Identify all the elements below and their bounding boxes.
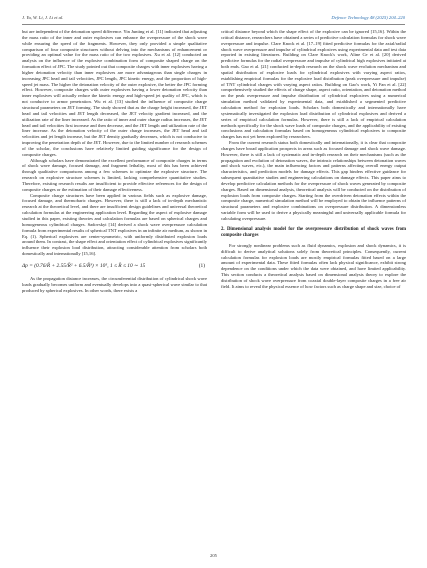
page-number: 205 (210, 553, 217, 558)
paragraph: From the current research status both domestically and internationally, it is clear that composite charges have broad application prospects in areas such as focused damage and shock wave damage. However, there is still a lack of systematic and in-depth research on their mechanisms (such as the propagation and evolution of detonation waves, the intrinsic relationships between detonation waves and shock waves, etc.), the main influencing factors and patterns affecting overall energy output characteristics, and prediction models for damage effects. This gap hinders effective guidance for subsequent quantitative studies and engineering calculations on damage effects. This paper aims to develop predictive calculation methods for the overpressure of shock waves generated by composite charges. Based on dimensional analysis, theoretical analysis will be conducted on the distribution of explosion loads from composite charges. Starting from the overdriven detonation effects within the composite charge, numerical simulation method will be employed to obtain the influence patterns of structural parameters and explosive combinations on overpressure distribution. A dimensionless variable form will be used to derive a physically meaningful and universally applicable formula for calculating overpressure. (221, 140, 406, 221)
header-authors: J. Yu, W. Li, J. Li et al. (22, 14, 64, 20)
header-journal: Defence Technology 48 (2025) 204–220 (331, 14, 405, 20)
equation-body: Δp = (0.76/R̄ + 2.55/R̄² + 6.5/R̄³) × 10⁵, 1 ≤ R̄ ≤ 10 ∼ 15 (22, 262, 146, 269)
equation-1 (22, 263, 207, 270)
running-header (22, 11, 405, 23)
paragraph: For strongly nonlinear problems such as fluid dynamics, explosion and shock dynamics, it is difficult to derive analytical solutions solely from theoretical principles. Consequently, current calculation formulas for explosion loads are mostly empirical formulas fitted based on a large amount of experimental data. These fitted formulas often lack physical significance, exhibit strong dependence on the conditions under which the data were obtained, and have limited applicability. This section conducts a theoretical analysis based on dimensional analysis theory to explore the distribution of shock wave overpressure from coaxial double-layer composite charges in a free air field. It aims to reveal the physical essence of how factors such as charge shape and size, choice of (221, 242, 406, 289)
header-rule (22, 24, 405, 25)
paragraph: Although scholars have demonstrated the excellent performance of composite charges in terms of shock wave damage, focused damage, and fragment lethality, most of this has been achieved through qualitative comparisons among a few schemes to optimize the explosive structure. The research on explosive structure schemes is limited, lacking comprehensive quantitative studies. Therefore, existing research results are insufficient to provide effective references for the design of composite charges or the estimation of their damage effectiveness. (22, 157, 207, 192)
equation-number: (1) (198, 262, 205, 269)
left-column (22, 29, 207, 293)
paragraph: As the propagation distance increases, the circumferential distribution of cylindrical shock wave loads gradually becomes uniform and eventually develops into a quasi-spherical wave similar to that produced by spherical explosives. In other words, there exists a (22, 275, 207, 293)
paragraph: but are independent of the detonation speed difference. Yin Junting et al. [11] indicated that adjusting the mass ratio of the inner and outer explosives can enhance the overpressure of the shock wave while ensuring the speed of the fragments. However, they only provided a simple qualitative comparison of four composite structures without delving into the mechanisms of enhancement or providing an optimal value for the mass ratio of the two explosives. Xu et al. [12] conducted an analysis on the influence of the explosive combination form of composite shaped charge on the formation effect of JPC. The study pointed out that composite charges with inner explosives having a higher detonation velocity than inner explosives are more advantageous than single charges in increasing JPC head and tail velocities, JPC length, JPC kinetic energy, and the proportion of high-speed jet mass. The higher the detonation velocity of the outer explosive, the better the JPC forming effect. However, composite charges with outer explosives having a lower detonation velocity than inner explosives will actually reduce the kinetic energy and high-speed jet quality of JPC, which is not conducive to armor penetration. Wu et al. [13] studied the influence of composite charge structural parameters on JET forming. The study showed that as the charge height increased, the JET head and tail velocities and JET length decreased, the JET velocity gradient increased, and the utilization rate of the liner increased. As the ratio of inner and outer charge radius increases, the JET head and tail velocities first increase and then decrease, and the JET length and utilization rate of the liner increase. As the detonation velocity of the outer charge increases, the JET head and tail velocities and jet length increase, but the JET density gradually decreases, which is not conducive to improving the penetration depth of the JET. However, due to the limited number of research schemes of the scholar, the conclusions have relatively limited guiding significance for the design of composite charges. (22, 29, 207, 157)
paragraph: Composite charge structures have been applied in various fields such as explosive damage, focused damage, and thermobaric charges. However, there is still a lack of in-depth mechanistic research at the theoretical level, and there are insufficient design guidelines and universal theoretical calculation formulas at the engineering application level. Regarding the aspect of explosive damage studied in this paper, existing theories and calculation formulas are based on spherical charges and homogeneous cylindrical charges. Sadovskyi [14] derived a shock wave overpressure calculation formula from experimental results of spherical TNT explosives in an infinite air medium, as shown in Eq. (1). Spherical explosives are center-symmetric, with uniformly distributed explosion loads around them. In contrast, the shape effect and orientation effect of cylindrical explosives significantly influence their explosion load distribution, attracting considerable attention from scholars both domestically and internationally [15,16]. (22, 192, 207, 257)
section-heading: 2. Dimensional analysis model for the overpressure distribution of shock waves from composite charges (221, 226, 406, 238)
right-column (221, 29, 406, 290)
paragraph: critical distance beyond which the shape effect of the explosive can be ignored [15,16]. Within the critical distance, researchers have obtained a series of predictive calculation formulas for shock wave overpressure and impulse. Clare Knock et al. [17–19] fitted predictive formulas for the axial/radial shock wave overpressure and impulse of cylindrical explosives using experimental data and test data reported in existing literatures. Building on Clare Knock's work, Aline Ce et al. [20] derived predictive formulas for the radial overpressure and impulse of cylindrical high explosives initiated at both ends. Gao et al. [21] conducted in-depth research on the shock wave evolution mechanism and spatial distribution of explosive loads for cylindrical explosives with varying aspect ratios, establishing empirical formulas for the explosive load distribution (peak overpressure and impulse) of TNT cylindrical charges with varying aspect ratios. Building on Gao's work, Yi Fan et al. [22] comprehensively studied the effects of charge shape, aspect ratio, orientation, and detonation method on the peak overpressure and impulse distribution of cylindrical explosives using a numerical simulation method validated by experimental data, and established a segmented predictive calculation method for explosion loads. Scholars both domestically and internationally have systematically investigated the explosion load distribution of cylindrical explosives and derived a series of empirical calculation formulas. However, there is still a lack of empirical calculation methods specifically for the shock wave loads of composite charges, and the applicability of existing conclusions and calculation formulas based on homogeneous cylindrical explosives to composite charges has not yet been explored by researchers. (221, 29, 406, 140)
